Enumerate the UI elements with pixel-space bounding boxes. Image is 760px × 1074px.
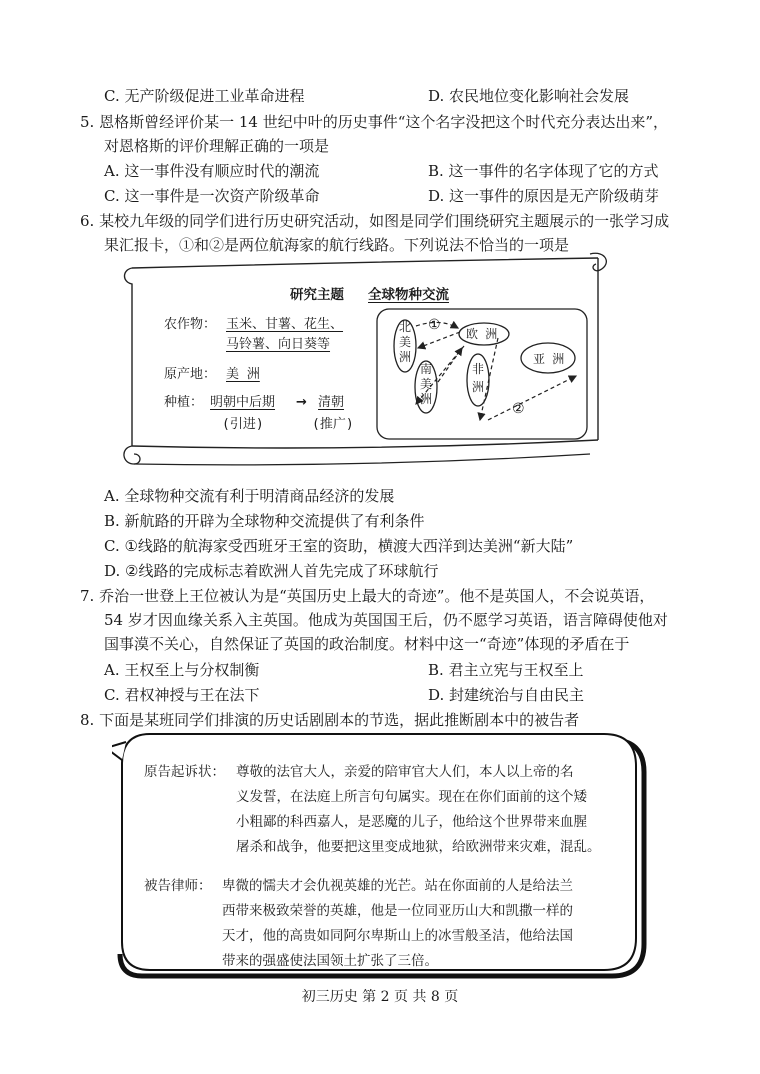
defense-line-4: 带来的强盛使法国领土扩张了三倍。 bbox=[222, 953, 438, 969]
q6-option-a: A. 全球物种交流有利于明清商品经济的发展 bbox=[104, 487, 395, 505]
q7-option-c: C. 君权神授与王在法下 bbox=[104, 686, 260, 704]
defense-line-2: 西带来极致荣誉的英雄，他是一位同亚历山大和凯撒一样的 bbox=[222, 903, 573, 919]
page-footer: 初三历史 第 2 页 共 8 页 bbox=[301, 989, 459, 1005]
map-asia: 亚 洲 bbox=[533, 352, 565, 366]
q7-option-b: B. 君主立宪与王权至上 bbox=[428, 661, 584, 679]
card-topic-value: 全球物种交流 bbox=[368, 287, 449, 303]
card-origin-value: 美 洲 bbox=[226, 367, 260, 382]
card-plant-label: 种植： bbox=[164, 395, 204, 410]
plaintiff-line-4: 屠杀和战争，他要把这里变成地狱，给欧洲带来灾难，混乱。 bbox=[236, 839, 601, 855]
q5-option-a: A. 这一事件没有顺应时代的潮流 bbox=[104, 162, 320, 180]
plaintiff-line-1: 尊敬的法官大人，亲爱的陪审官大人们，本人以上帝的名 bbox=[236, 764, 574, 780]
q7-stem-line1: 7. 乔治一世登上王位被认为是“英国历史上最大的奇迹”。他不是英国人，不会说英语， bbox=[80, 587, 655, 605]
q5-stem-line2: 对恩格斯的评价理解正确的一项是 bbox=[104, 137, 330, 155]
defense-label: 被告律师： bbox=[144, 878, 212, 894]
map-south-america: 南美洲 bbox=[420, 362, 433, 406]
q6-stem-line1: 6. 某校九年级的同学们进行历史研究活动，如图是同学们围绕研究主题展示的一张学习成 bbox=[80, 212, 670, 230]
q4-option-c: C. 无产阶级促进工业革命进程 bbox=[104, 87, 305, 105]
q5-option-b: B. 这一事件的名字体现了它的方式 bbox=[428, 162, 659, 180]
q7-option-a: A. 王权至上与分权制衡 bbox=[104, 661, 260, 679]
q4-option-d: D. 农民地位变化影响社会发展 bbox=[428, 87, 630, 105]
card-crops-line2: 马铃薯、向日葵等 bbox=[226, 337, 331, 352]
map-route2: ② bbox=[512, 401, 525, 417]
card-plant-from: 明朝中后期 bbox=[210, 395, 276, 410]
defense-line-1: 卑微的懦夫才会仇视英雄的光芒。站在你面前的人是给法兰 bbox=[222, 878, 573, 894]
q7-stem-line3: 国事漠不关心，自然保证了英国的政治制度。材料中这一“奇迹”体现的矛盾在于 bbox=[104, 635, 630, 653]
plaintiff-label: 原告起诉状： bbox=[144, 764, 225, 780]
q7-stem-line2: 54 岁才因血缘关系入主英国。他成为英国国王后，仍不愿学习英语，语言障碍使他对 bbox=[104, 611, 668, 629]
card-promote-note: (推广) bbox=[312, 417, 354, 432]
card-intro-note: (引进) bbox=[222, 417, 264, 432]
q6-option-d: D. ②线路的完成标志着欧洲人首先完成了环球航行 bbox=[104, 562, 439, 580]
plaintiff-line-3: 小粗鄙的科西嘉人，是恶魔的儿子，他给这个世界带来血腥 bbox=[236, 814, 587, 830]
q7-option-d: D. 封建统治与自由民主 bbox=[428, 686, 585, 704]
card-crops-label: 农作物： bbox=[164, 317, 217, 332]
q5-option-d: D. 这一事件的原因是无产阶级萌芽 bbox=[428, 187, 660, 205]
map-north-america: 北美洲 bbox=[399, 320, 412, 364]
q6-stem-line2: 果汇报卡，①和②是两位航海家的航行线路。下列说法不恰当的一项是 bbox=[104, 236, 570, 254]
q8-stem: 8. 下面是某班同学们排演的历史话剧剧本的节选，据此推断剧本中的被告者 bbox=[80, 711, 580, 729]
map-route1: ① bbox=[428, 317, 441, 333]
defense-line-3: 天才，他的高贵如同阿尔卑斯山上的冰雪般圣洁，他给法国 bbox=[222, 928, 573, 944]
card-origin-label: 原产地： bbox=[164, 367, 217, 382]
card-plant-arrow: → bbox=[296, 395, 307, 410]
q5-option-c: C. 这一事件是一次资产阶级革命 bbox=[104, 187, 320, 205]
map-europe: 欧 洲 bbox=[466, 327, 498, 341]
card-crops-line1: 玉米、甘薯、花生、 bbox=[226, 317, 344, 332]
q6-option-b: B. 新航路的开辟为全球物种交流提供了有利条件 bbox=[104, 512, 425, 530]
card-topic-label: 研究主题 bbox=[290, 287, 344, 303]
map-africa: 非洲 bbox=[472, 362, 485, 394]
q5-stem-line1: 5. 恩格斯曾经评价某一 14 世纪中叶的历史事件“这个名字没把这个时代充分表达出来”， bbox=[80, 113, 669, 131]
plaintiff-line-2: 义发誓，在法庭上所言句句属实。现在在你们面前的这个矮 bbox=[236, 789, 587, 805]
card-plant-to: 清朝 bbox=[318, 395, 345, 410]
q6-option-c: C. ①线路的航海家受西班牙王室的资助，横渡大西洋到达美洲“新大陆” bbox=[104, 537, 574, 555]
